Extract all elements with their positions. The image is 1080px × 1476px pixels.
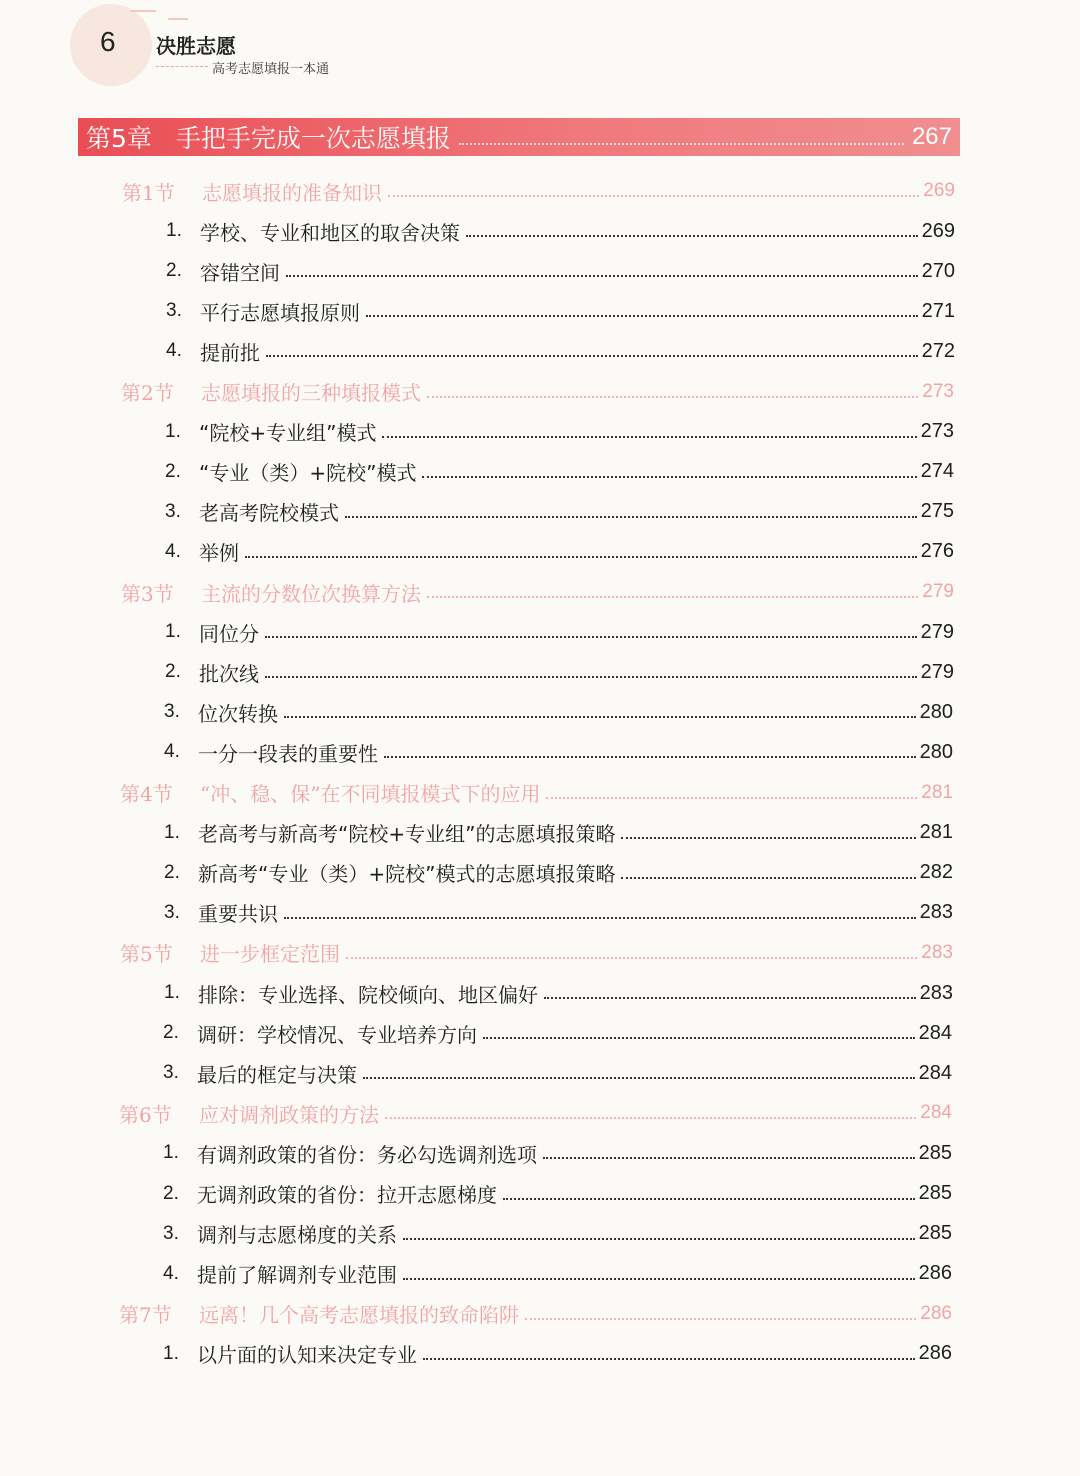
toc-item-row[interactable]: [163, 1014, 952, 1052]
section-label: 第5节: [120, 942, 173, 967]
leader-dots: [265, 666, 917, 678]
chapter-page-number: 267: [911, 123, 952, 150]
decorative-line: [130, 10, 156, 12]
item-number: 1.: [166, 220, 182, 242]
item-title: 排除：专业选择、院校倾向、地区偏好: [198, 982, 538, 1007]
chapter-label: 第5章: [86, 124, 152, 153]
toc-item-row[interactable]: [166, 292, 955, 330]
book-subtitle: 高考志愿填报一本通: [212, 62, 330, 77]
section-label: 第7节: [119, 1303, 172, 1328]
item-number: 4.: [165, 540, 181, 562]
section-label: 第2节: [121, 381, 174, 405]
section-title: “冲、稳、保”在不同填报模式下的应用: [200, 782, 541, 806]
item-title: 老高考与新高考“院校+专业组”的志愿填报策略: [198, 822, 616, 847]
toc-item-row[interactable]: [163, 1175, 952, 1213]
toc-section-row[interactable]: [121, 373, 954, 411]
page-number: 280: [919, 740, 953, 763]
item-title: 同位分: [199, 621, 259, 646]
section-title: 应对调剂政策的方法: [199, 1102, 379, 1127]
item-number: 2.: [163, 1182, 179, 1204]
leader-dots: [284, 706, 916, 718]
page-number: 279: [920, 620, 954, 643]
page-number: 283: [919, 981, 953, 1004]
toc-item-row[interactable]: [165, 653, 954, 691]
item-title: 调剂与志愿梯度的关系: [197, 1223, 397, 1248]
toc-item-row[interactable]: [163, 1215, 952, 1253]
item-number: 4.: [166, 340, 182, 362]
page-number: 286: [918, 1262, 952, 1285]
toc-item-row[interactable]: [166, 252, 955, 290]
page-number: 270: [921, 259, 955, 282]
item-number: 2.: [166, 260, 182, 282]
section-label: 第1节: [122, 180, 175, 205]
leader-dots: [388, 185, 919, 197]
item-number: 3.: [166, 300, 182, 322]
toc-item-row[interactable]: [164, 693, 953, 731]
decorative-line: [168, 18, 188, 20]
leader-dots: [544, 987, 916, 999]
page-number: 283: [919, 901, 953, 924]
item-number: 3.: [163, 1222, 179, 1244]
item-number: 2.: [165, 460, 181, 482]
leader-dots: [345, 506, 917, 518]
page-number: 273: [922, 380, 954, 402]
item-title: 提前批: [200, 340, 260, 365]
item-title: 举例: [199, 541, 239, 566]
page-number: 269: [923, 180, 955, 201]
toc-item-row[interactable]: [166, 332, 955, 370]
leader-dots: [403, 1268, 915, 1280]
page-number: 275: [920, 500, 954, 523]
section-label: 第3节: [121, 581, 174, 606]
item-number: 3.: [163, 1062, 179, 1084]
chapter-title: 手把手完成一次志愿填报: [175, 124, 451, 153]
leader-dots: [546, 787, 917, 799]
toc-item-row[interactable]: [165, 493, 954, 531]
toc-item-row[interactable]: [166, 212, 955, 250]
page-number: 272: [921, 339, 955, 362]
item-title: 一分一段表的重要性: [198, 741, 378, 766]
page-number: 283: [921, 941, 953, 963]
leader-dots: [621, 827, 915, 839]
page-number: 282: [919, 861, 953, 884]
item-number: 1.: [163, 1342, 179, 1364]
leader-dots: [385, 1107, 916, 1119]
item-number: 4.: [163, 1262, 179, 1284]
item-number: 3.: [164, 701, 180, 723]
item-title: 以片面的认知来决定专业: [197, 1343, 417, 1368]
leader-dots: [265, 626, 917, 638]
toc-item-row[interactable]: [165, 613, 954, 651]
toc-item-row[interactable]: [164, 894, 953, 932]
item-title: 调研：学校情况、专业培养方向: [197, 1022, 477, 1047]
leader-dots: [366, 305, 918, 317]
toc-section-row[interactable]: [121, 573, 954, 611]
item-title: 无调剂政策的省份：拉开志愿梯度: [197, 1183, 497, 1207]
item-title: 容错空间: [200, 260, 280, 285]
leader-dots: [403, 1228, 915, 1240]
page-number: 284: [918, 1061, 952, 1084]
toc-section-row[interactable]: [119, 1295, 952, 1333]
leader-dots: [543, 1147, 915, 1159]
item-title: 重要共识: [198, 902, 278, 927]
leader-dots: [483, 1027, 915, 1039]
section-title: 志愿填报的三种填报模式: [201, 381, 421, 405]
toc-item-row[interactable]: [165, 533, 954, 571]
toc-item-row[interactable]: [163, 1335, 952, 1373]
section-title: 远离！几个高考志愿填报的致命陷阱: [199, 1303, 519, 1328]
page-number: 285: [918, 1222, 952, 1245]
page-number: 273: [920, 420, 954, 443]
leader-dots: [245, 546, 917, 558]
item-number: 4.: [164, 741, 180, 763]
page-number: 271: [921, 299, 955, 322]
leader-dots: [266, 345, 918, 357]
toc-item-row[interactable]: [164, 974, 953, 1012]
page-number: 285: [918, 1141, 952, 1164]
item-title: 老高考院校模式: [199, 501, 339, 526]
item-title: “专业（类）+院校”模式: [199, 461, 417, 486]
toc-item-row[interactable]: [163, 1255, 952, 1293]
leader-dots: [423, 1348, 915, 1360]
leader-dots: [459, 129, 904, 145]
page-number: 285: [918, 1182, 952, 1204]
page-number: 279: [920, 660, 954, 683]
section-label: 第4节: [120, 782, 173, 806]
leader-dots: [466, 225, 918, 237]
item-title: 学校、专业和地区的取舍决策: [200, 220, 460, 245]
page-number: 281: [919, 821, 953, 844]
page-number: 284: [918, 1021, 952, 1044]
toc-item-row[interactable]: [165, 413, 954, 451]
leader-dots: [384, 746, 916, 758]
section-title: 志愿填报的准备知识: [202, 180, 382, 205]
page-number: 279: [922, 581, 954, 602]
item-title: 位次转换: [198, 701, 278, 726]
leader-dots: [422, 466, 916, 478]
leader-dots: [427, 586, 918, 598]
section-label: 第6节: [119, 1102, 172, 1127]
leader-dots: [503, 1188, 915, 1200]
item-title: 提前了解调剂专业范围: [197, 1263, 397, 1288]
page-number: 286: [920, 1302, 952, 1324]
leader-dots: [427, 386, 918, 398]
section-title: 主流的分数位次换算方法: [201, 581, 421, 606]
item-number: 1.: [163, 1142, 179, 1164]
item-title: 平行志愿填报原则: [200, 300, 360, 325]
item-number: 3.: [165, 500, 181, 522]
toc-section-row[interactable]: [120, 934, 953, 972]
page-number: 280: [919, 700, 953, 723]
page-number: 6: [100, 26, 116, 57]
toc-item-row[interactable]: [163, 1134, 952, 1172]
toc-section-row[interactable]: [120, 774, 953, 812]
leader-dots: [621, 867, 915, 879]
item-title: 批次线: [199, 661, 259, 686]
item-number: 2.: [163, 1022, 179, 1044]
subtitle-divider: [156, 66, 208, 67]
toc-section-row[interactable]: [119, 1094, 952, 1132]
leader-dots: [382, 426, 916, 438]
item-number: 3.: [164, 901, 180, 923]
page-number: 274: [920, 460, 954, 483]
item-number: 1.: [164, 982, 180, 1003]
page-number: 284: [920, 1102, 952, 1124]
toc-item-row[interactable]: [164, 814, 953, 852]
toc-section-row[interactable]: [122, 172, 955, 210]
item-title: 最后的框定与决策: [197, 1062, 357, 1087]
item-number: 1.: [165, 621, 181, 643]
page-number: 286: [918, 1342, 952, 1365]
item-number: 1.: [165, 420, 181, 442]
page-number: 269: [921, 219, 955, 242]
item-number: 1.: [164, 821, 180, 843]
toc-item-row[interactable]: [164, 733, 953, 771]
chapter-heading[interactable]: [78, 118, 960, 156]
toc-item-row[interactable]: [165, 453, 954, 491]
leader-dots: [286, 265, 918, 277]
page-number: 281: [921, 781, 953, 803]
toc-item-row[interactable]: [163, 1054, 952, 1092]
leader-dots: [363, 1067, 915, 1079]
item-title: 新高考“专业（类）+院校”模式的志愿填报策略: [198, 862, 616, 887]
page-number: 276: [920, 540, 954, 563]
item-number: 2.: [165, 661, 181, 683]
section-title: 进一步框定范围: [200, 942, 340, 967]
toc-item-row[interactable]: [164, 854, 953, 892]
item-title: “院校+专业组”模式: [199, 421, 377, 446]
book-title: 决胜志愿: [156, 34, 236, 58]
item-number: 2.: [164, 861, 180, 883]
leader-dots: [284, 907, 916, 919]
item-title: 有调剂政策的省份：务必勾选调剂选项: [197, 1142, 537, 1167]
leader-dots: [525, 1308, 916, 1320]
leader-dots: [346, 947, 917, 959]
